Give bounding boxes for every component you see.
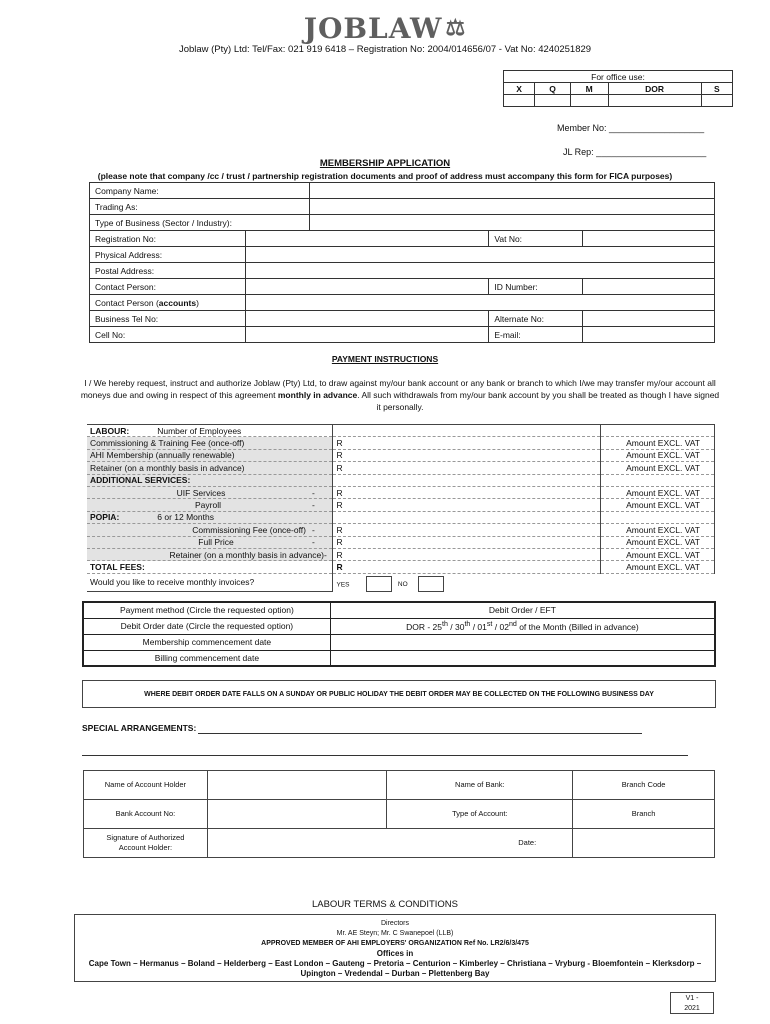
branch-label: Branch bbox=[573, 800, 715, 829]
payroll-label-cell bbox=[87, 499, 333, 511]
popia-commissioning-cell bbox=[87, 524, 333, 536]
fee-row-labour bbox=[87, 425, 715, 437]
registration-no-input[interactable] bbox=[245, 231, 489, 247]
amount-label: Amount EXCL. VAT bbox=[601, 486, 715, 498]
employees-label: Number of Employees bbox=[157, 425, 242, 436]
amount-label: Amount EXCL. VAT bbox=[601, 437, 715, 449]
contact-accounts-suffix: ) bbox=[196, 297, 199, 308]
amount-label: Amount EXCL. VAT bbox=[601, 548, 715, 560]
business-tel-input[interactable] bbox=[245, 311, 489, 327]
logo-text: JOBLAW bbox=[303, 12, 443, 45]
version-line2: 2021 bbox=[684, 1005, 700, 1012]
account-no-label: Bank Account No: bbox=[84, 800, 208, 829]
fee-row-commissioning bbox=[87, 437, 715, 449]
additional-services-label: ADDITIONAL SERVICES: bbox=[87, 474, 333, 486]
commissioning-label: Commissioning & Training Fee (once-off) bbox=[87, 437, 333, 449]
dash: - bbox=[312, 487, 315, 498]
payment-text-b: . All such withdrawals from my/our bank account by you shall be treated as though I have signed it personally. bbox=[357, 390, 720, 412]
uif-label-cell bbox=[87, 486, 333, 498]
payroll-label: Payroll bbox=[195, 500, 221, 511]
amount-label: Amount EXCL. VAT bbox=[601, 499, 715, 511]
physical-address-label: Physical Address: bbox=[90, 247, 246, 263]
currency-r: R bbox=[336, 450, 343, 461]
vat-no-input[interactable] bbox=[583, 231, 715, 247]
account-holder-input[interactable] bbox=[207, 771, 387, 800]
alternate-no-label: Alternate No: bbox=[489, 311, 583, 327]
blank-amount bbox=[601, 573, 715, 592]
ahi-approval: APPROVED MEMBER OF AHI EMPLOYERS' ORGANIZATION Ref No. LR2/6/3/475 bbox=[261, 940, 529, 947]
contact-accounts-bold: accounts bbox=[158, 297, 197, 308]
directors-title: Directors bbox=[380, 920, 409, 927]
membership-commencement-label: Membership commencement date bbox=[83, 634, 330, 650]
payment-instructions-title: PAYMENT INSTRUCTIONS bbox=[331, 354, 439, 364]
dash: - bbox=[312, 537, 315, 548]
special-arrangements-line[interactable] bbox=[198, 733, 642, 734]
currency-r: R bbox=[336, 500, 343, 511]
popia-label-cell bbox=[87, 511, 333, 523]
trading-as-input[interactable] bbox=[309, 199, 714, 215]
contact-person-input[interactable] bbox=[245, 279, 489, 295]
billing-commencement-input[interactable] bbox=[330, 650, 715, 666]
fee-row-popia bbox=[87, 511, 715, 523]
directors-names: Mr. AE Steyn; Mr. C Swanepoel (LLB) bbox=[336, 930, 454, 937]
blank-cell bbox=[333, 511, 601, 523]
dash: - bbox=[312, 524, 315, 535]
payment-method-options[interactable]: Debit Order / EFT bbox=[330, 602, 715, 618]
membership-details-table bbox=[89, 182, 715, 343]
jl-rep-field[interactable]: JL Rep: ______________________ bbox=[563, 147, 707, 157]
office-col-x: X bbox=[504, 83, 535, 95]
membership-commencement-input[interactable] bbox=[330, 634, 715, 650]
office-cities: Cape Town – Hermanus – Boland – Helderberg – East London – Gauteng – Pretoria – Centurion – Kimberley – Christiana – Vryburg - Bloemfontein – Klerksdorp – Upington – Vredendal – Durban – Plettenberg Bay bbox=[88, 959, 702, 978]
blank-cell bbox=[333, 474, 601, 486]
uif-input[interactable] bbox=[333, 486, 601, 498]
blank-amount bbox=[601, 474, 715, 486]
fee-row-additional bbox=[87, 474, 715, 486]
business-type-input[interactable] bbox=[309, 215, 714, 231]
fee-row-payroll bbox=[87, 499, 715, 511]
trading-as-label: Trading As: bbox=[90, 199, 310, 215]
full-price-cell bbox=[87, 536, 333, 548]
employees-input[interactable] bbox=[333, 425, 601, 437]
currency-r: R bbox=[336, 438, 343, 449]
labour-label-cell bbox=[87, 425, 333, 437]
account-type-label: Type of Account: bbox=[387, 800, 573, 829]
business-tel-label: Business Tel No: bbox=[90, 311, 246, 327]
currency-r: R bbox=[336, 561, 343, 572]
dash: - bbox=[324, 549, 327, 560]
currency-r: R bbox=[336, 462, 343, 473]
no-checkbox[interactable] bbox=[418, 576, 444, 592]
payment-method-label: Payment method (Circle the requested option) bbox=[83, 602, 330, 618]
email-input[interactable] bbox=[583, 327, 715, 343]
postal-address-input[interactable] bbox=[245, 263, 714, 279]
office-field-q[interactable] bbox=[535, 95, 571, 107]
contact-accounts-prefix: Contact Person ( bbox=[95, 297, 159, 308]
ahi-input[interactable] bbox=[333, 449, 601, 461]
debit-date-options[interactable]: DOR - 25th / 30th / 01st / 02nd of the Month (Billed in advance) bbox=[330, 618, 715, 634]
company-info-line: Joblaw (Pty) Ltd: Tel/Fax: 021 919 6418 – Registration No: 2004/014656/07 - Vat No: 4240251829 bbox=[178, 44, 592, 55]
special-arrangements-label: SPECIAL ARRANGEMENTS: bbox=[82, 723, 197, 733]
bank-details-table bbox=[83, 770, 715, 858]
retainer-label: Retainer (on a monthly basis in advance) bbox=[87, 462, 333, 474]
full-price-input[interactable] bbox=[333, 536, 601, 548]
amount-label: Amount EXCL. VAT bbox=[601, 536, 715, 548]
payroll-input[interactable] bbox=[333, 499, 601, 511]
amount-label: Amount EXCL. VAT bbox=[601, 524, 715, 536]
invoices-options bbox=[333, 573, 601, 592]
currency-r: R bbox=[336, 524, 343, 535]
popia-commissioning-label: Commissioning Fee (once-off) bbox=[192, 524, 306, 535]
retainer-input[interactable] bbox=[333, 462, 601, 474]
popia-retainer-cell bbox=[87, 548, 333, 560]
postal-address-label: Postal Address: bbox=[90, 263, 246, 279]
fee-row-popia-commissioning bbox=[87, 524, 715, 536]
fica-note: (please note that company /cc / trust / partnership registration documents and proof of address must accompany this form for FICA purposes) bbox=[97, 171, 673, 181]
office-field-m[interactable] bbox=[570, 95, 608, 107]
company-name-label: Company Name: bbox=[90, 183, 310, 199]
payment-authorization-text bbox=[80, 377, 720, 413]
id-number-label: ID Number: bbox=[489, 279, 583, 295]
special-arrangements-line[interactable] bbox=[82, 755, 688, 756]
cell-no-input[interactable] bbox=[245, 327, 489, 343]
fee-row-full-price bbox=[87, 536, 715, 548]
payment-method-table bbox=[82, 601, 716, 667]
currency-r: R bbox=[336, 549, 343, 560]
yes-checkbox[interactable] bbox=[366, 576, 392, 592]
blank-amount bbox=[601, 511, 715, 523]
contact-person-label: Contact Person: bbox=[90, 279, 246, 295]
full-price-label: Full Price bbox=[198, 537, 234, 548]
bank-name-label: Name of Bank: bbox=[387, 771, 573, 800]
office-col-s: S bbox=[701, 83, 732, 95]
office-use-table bbox=[503, 70, 733, 107]
date-input[interactable] bbox=[573, 829, 715, 858]
version-line1: V1 - bbox=[685, 995, 699, 1002]
amount-label: Amount EXCL. VAT bbox=[601, 462, 715, 474]
fees-table bbox=[87, 424, 715, 592]
fee-row-popia-retainer bbox=[87, 548, 715, 560]
no-label: NO bbox=[397, 580, 408, 588]
signature-line2: Account Holder: bbox=[118, 843, 173, 852]
blank-amount bbox=[601, 425, 715, 437]
signature-label bbox=[84, 829, 208, 858]
signature-input[interactable] bbox=[207, 829, 572, 858]
office-use-title: For office use: bbox=[504, 71, 733, 83]
version-box bbox=[670, 992, 714, 1014]
currency-r: R bbox=[336, 537, 343, 548]
ahi-label: AHI Membership (annually renewable) bbox=[87, 449, 333, 461]
labour-label: LABOUR: bbox=[90, 425, 130, 436]
office-col-m: M bbox=[570, 83, 608, 95]
alternate-no-input[interactable] bbox=[583, 311, 715, 327]
fee-row-total bbox=[87, 561, 715, 573]
office-col-q: Q bbox=[535, 83, 571, 95]
popia-label: POPIA: bbox=[90, 512, 120, 523]
offices-title: Offices in bbox=[376, 949, 414, 958]
joblaw-logo bbox=[0, 12, 770, 45]
business-type-label: Type of Business (Sector / Industry): bbox=[90, 215, 310, 231]
currency-r: R bbox=[336, 487, 343, 498]
total-fees-input[interactable] bbox=[333, 561, 601, 573]
directors-box bbox=[74, 914, 716, 982]
total-fees-label: TOTAL FEES: bbox=[87, 561, 333, 573]
cell-no-label: Cell No: bbox=[90, 327, 246, 343]
email-label: E-mail: bbox=[489, 327, 583, 343]
scales-icon: ⚖ bbox=[445, 15, 467, 41]
amount-label: Amount EXCL. VAT bbox=[601, 561, 715, 573]
vat-no-label: Vat No: bbox=[489, 231, 583, 247]
amount-label: Amount EXCL. VAT bbox=[601, 449, 715, 461]
office-field-x[interactable] bbox=[504, 95, 535, 107]
yes-label: YES bbox=[336, 580, 350, 588]
billing-commencement-label: Billing commencement date bbox=[83, 650, 330, 666]
fee-row-ahi bbox=[87, 449, 715, 461]
invoices-question: Would you like to receive monthly invoices? bbox=[87, 573, 333, 592]
contact-accounts-input[interactable] bbox=[245, 295, 714, 311]
dash: - bbox=[312, 500, 315, 511]
commissioning-input[interactable] bbox=[333, 437, 601, 449]
uif-label: UIF Services bbox=[176, 487, 226, 498]
office-col-dor: DOR bbox=[608, 83, 701, 95]
popia-commissioning-input[interactable] bbox=[333, 524, 601, 536]
debit-date-label: Debit Order date (Circle the requested option) bbox=[83, 618, 330, 634]
account-no-input[interactable] bbox=[207, 800, 387, 829]
id-number-input[interactable] bbox=[583, 279, 715, 295]
popia-months: 6 or 12 Months bbox=[157, 512, 214, 523]
registration-no-label: Registration No: bbox=[90, 231, 246, 247]
company-name-input[interactable] bbox=[309, 183, 714, 199]
physical-address-input[interactable] bbox=[245, 247, 714, 263]
labour-terms-title: LABOUR TERMS & CONDITIONS bbox=[311, 899, 459, 910]
membership-title: MEMBERSHIP APPLICATION bbox=[319, 158, 451, 169]
office-field-dor[interactable] bbox=[608, 95, 701, 107]
popia-retainer-input[interactable] bbox=[333, 548, 601, 560]
fee-row-uif bbox=[87, 486, 715, 498]
branch-code-label: Branch Code bbox=[573, 771, 715, 800]
member-no-field[interactable]: Member No: ___________________ bbox=[557, 123, 705, 133]
payment-text-bold: monthly in advance bbox=[277, 390, 358, 400]
office-field-s[interactable] bbox=[701, 95, 732, 107]
date-label: Date: bbox=[518, 838, 537, 847]
debit-order-note: WHERE DEBIT ORDER DATE FALLS ON A SUNDAY OR PUBLIC HOLIDAY THE DEBIT ORDER MAY BE COLLECTED ON THE FOLLOWING BUSINESS DAY bbox=[82, 680, 716, 708]
fee-row-invoices bbox=[87, 573, 715, 592]
contact-accounts-label bbox=[90, 295, 246, 311]
account-holder-label: Name of Account Holder bbox=[84, 771, 208, 800]
payment-text-a: I / We hereby request, instruct and authorize Joblaw (Pty) Ltd, to draw against my/our bank account or any bank or branch to which I/we may transfer my/our account all moneys due and owing in respect of this agreement bbox=[80, 378, 716, 400]
fee-row-retainer bbox=[87, 462, 715, 474]
signature-line1: Signature of Authorized bbox=[106, 833, 185, 842]
popia-retainer-label: Retainer (on a monthly basis in advance) bbox=[169, 549, 324, 560]
